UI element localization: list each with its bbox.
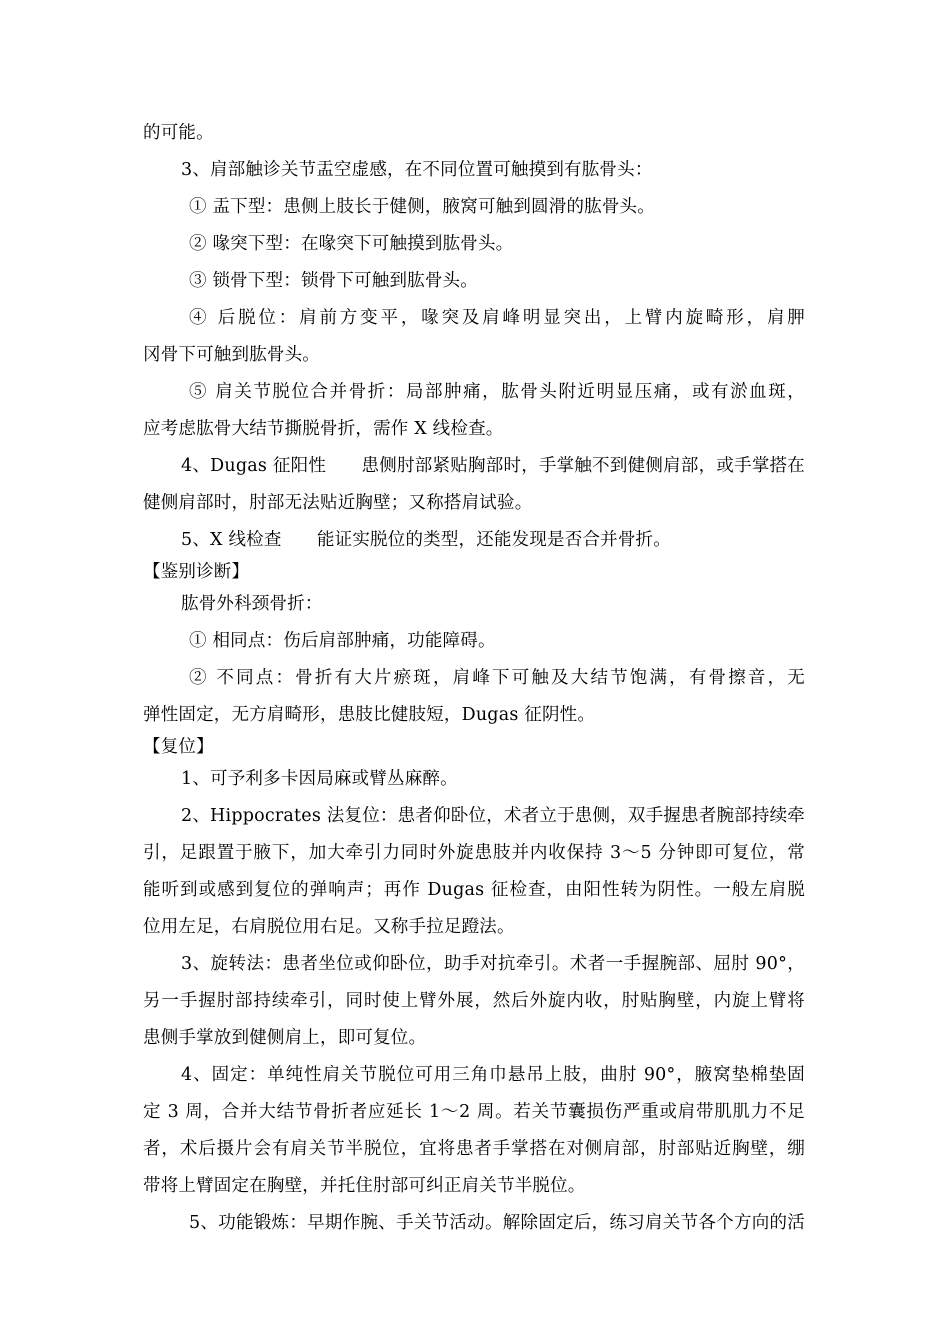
text-line: 健侧肩部时，肘部无法贴近胸壁；又称搭肩试验。 — [143, 493, 533, 513]
text-line: 的可能。 — [143, 123, 214, 143]
text-line: ① 相同点：伤后肩部肿痛，功能障碍。 — [189, 631, 496, 651]
text-line: 5、X 线检查 能证实脱位的类型，还能发现是否合并骨折。 — [181, 530, 671, 550]
text-line: 带将上臂固定在胸壁，并托住肘部可纠正肩关节半脱位。 — [143, 1176, 586, 1196]
text-line: 4、Dugas 征阳性 患侧肘部紧贴胸部时，手掌触不到健侧肩部，或手掌搭在 — [181, 456, 805, 476]
text-line: 弹性固定，无方肩畸形，患肢比健肢短，Dugas 征阴性。 — [143, 705, 596, 725]
text-line: 2、Hippocrates 法复位：患者仰卧位，术者立于患侧，双手握患者腕部持续牵 — [181, 806, 805, 826]
text-line: 3、肩部触诊关节盂空虚感，在不同位置可触摸到有肱骨头： — [181, 160, 653, 180]
text-line: 5、功能锻炼：早期作腕、手关节活动。解除固定后，练习肩关节各个方向的活 — [189, 1213, 805, 1233]
text-line: ② 不同点：骨折有大片瘀斑，肩峰下可触及大结节饱满，有骨擦音，无 — [189, 668, 805, 688]
section-heading: 【复位】 — [143, 737, 214, 757]
text-line: ② 喙突下型：在喙突下可触摸到肱骨头。 — [189, 234, 514, 254]
text-line: ④ 后脱位：肩前方变平，喙突及肩峰明显突出，上臂内旋畸形，肩胛 — [189, 308, 805, 328]
text-line: 1、可予利多卡因局麻或臂丛麻醉。 — [181, 769, 458, 789]
text-line: 者，术后摄片会有肩关节半脱位，宜将患者手掌搭在对侧肩部，肘部贴近胸壁，绷 — [143, 1139, 805, 1159]
text-line: 应考虑肱骨大结节撕脱骨折，需作 X 线检查。 — [143, 419, 504, 439]
text-line: 患侧手掌放到健侧肩上，即可复位。 — [143, 1028, 427, 1048]
section-heading: 【鉴别诊断】 — [143, 562, 250, 582]
text-line: 4、固定：单纯性肩关节脱位可用三角巾悬吊上肢，曲肘 90°，腋窝垫棉垫固 — [181, 1065, 805, 1085]
text-line: 引，足跟置于腋下，加大牵引力同时外旋患肢并内收保持 3～5 分钟即可复位，常 — [143, 843, 805, 863]
text-line: 冈骨下可触到肱骨头。 — [143, 345, 320, 365]
text-line: 位用左足，右肩脱位用右足。又称手拉足蹬法。 — [143, 917, 515, 937]
text-line: ① 盂下型：患侧上肢长于健侧，腋窝可触到圆滑的肱骨头。 — [189, 197, 655, 217]
text-line: 3、旋转法：患者坐位或仰卧位，助手对抗牵引。术者一手握腕部、屈肘 90°， — [181, 954, 805, 974]
text-line: ③ 锁骨下型：锁骨下可触到肱骨头。 — [189, 271, 478, 291]
text-line: ⑤ 肩关节脱位合并骨折：局部肿痛，肱骨头附近明显压痛，或有淤血斑， — [189, 382, 805, 402]
text-line: 能听到或感到复位的弹响声；再作 Dugas 征检查，由阳性转为阴性。一般左肩脱 — [143, 880, 805, 900]
text-line: 肱骨外科颈骨折： — [181, 594, 323, 614]
text-line: 另一手握肘部持续牵引，同时使上臂外展，然后外旋内收，肘贴胸壁，内旋上臂将 — [143, 991, 805, 1011]
text-line: 定 3 周，合并大结节骨折者应延长 1～2 周。若关节囊损伤严重或肩带肌肌力不足 — [143, 1102, 805, 1122]
